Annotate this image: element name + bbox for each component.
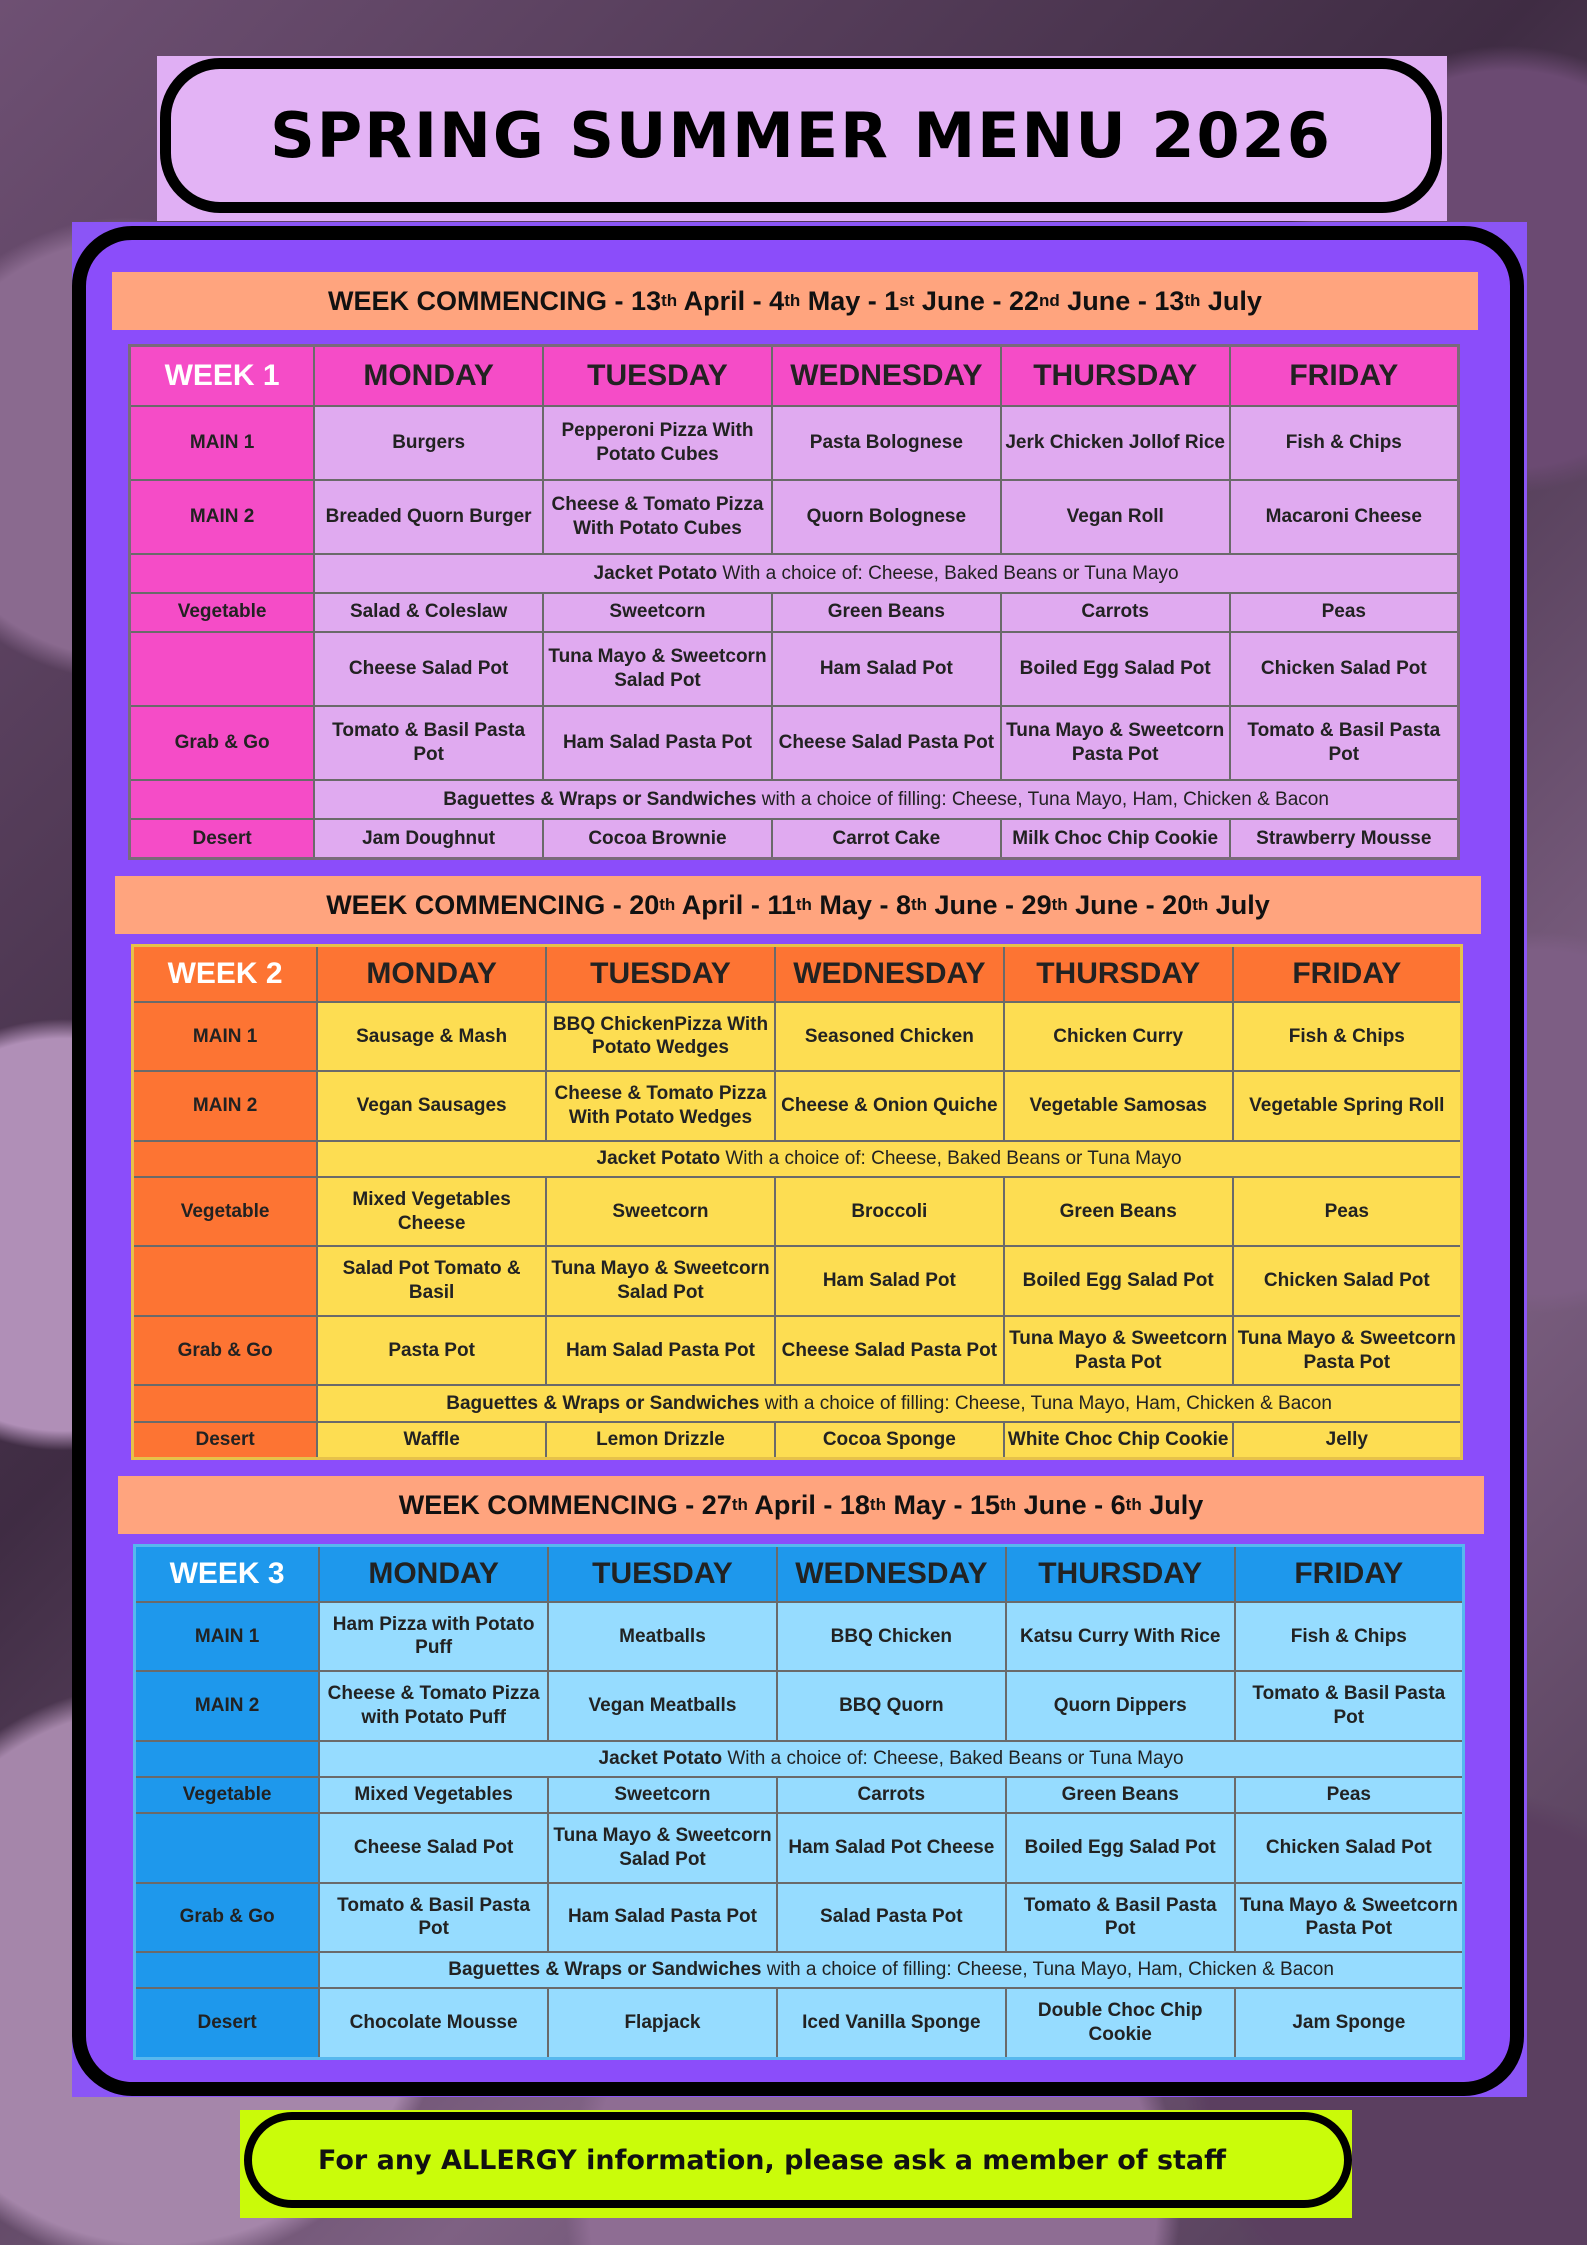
row-main1 (130, 406, 1459, 480)
allergy-notice (244, 2112, 1352, 2208)
week-label: WEEK 1 (130, 346, 315, 406)
title-banner (160, 58, 1442, 213)
date-separator: - (984, 285, 1009, 316)
row-salad (135, 1813, 1464, 1883)
date-month: July (1208, 889, 1270, 920)
date-day: 22 (1008, 285, 1039, 316)
week-2-table (131, 944, 1463, 1460)
menu-item: Tuna Mayo & Sweetcorn Pasta Pot (1004, 1316, 1233, 1386)
date-day: 4 (769, 285, 785, 316)
note-rest: with a choice of filling: Cheese, Tuna Mayo, Ham, Chicken & Bacon (761, 1959, 1334, 1981)
menu-item: Iced Vanilla Sponge (777, 1988, 1006, 2058)
baguettes-note (314, 780, 1458, 819)
menu-item: Pasta Pot (317, 1316, 546, 1386)
row-label: Grab & Go (135, 1883, 320, 1953)
menu-item: Peas (1233, 1177, 1462, 1247)
date-ordinal: th (1184, 291, 1201, 310)
row-label (130, 554, 315, 593)
date-month: June (914, 285, 985, 316)
menu-item: Breaded Quorn Burger (314, 480, 543, 554)
row-jacket (130, 554, 1459, 593)
menu-item: Jelly (1233, 1422, 1462, 1459)
note-bold: Jacket Potato (596, 1147, 721, 1169)
date-ordinal: th (661, 291, 678, 310)
day-header-monday: MONDAY (317, 946, 546, 1002)
date-separator: - (871, 889, 896, 920)
row-label (135, 1741, 320, 1777)
date-separator: - (745, 285, 770, 316)
menu-item: Ham Salad Pasta Pot (548, 1883, 777, 1953)
date-separator: - (997, 889, 1022, 920)
date-day: 6 (1110, 1489, 1126, 1520)
menu-item: Carrots (777, 1777, 1006, 1813)
menu-item: Carrot Cake (772, 819, 1001, 859)
menu-item: Tomato & Basil Pasta Pot (1006, 1883, 1235, 1953)
menu-item: Boiled Egg Salad Pot (1006, 1813, 1235, 1883)
menu-item: Jam Sponge (1235, 1988, 1464, 2058)
menu-item: Tuna Mayo & Sweetcorn Pasta Pot (1233, 1316, 1462, 1386)
day-header-tuesday: TUESDAY (543, 346, 772, 406)
date-ordinal: th (659, 895, 676, 914)
menu-item: Peas (1235, 1777, 1464, 1813)
date-month: July (1141, 1489, 1204, 1520)
menu-item: Meatballs (548, 1602, 777, 1672)
menu-item: Ham Salad Pasta Pot (546, 1316, 775, 1386)
row-vegetable (135, 1777, 1464, 1813)
menu-item: Vegetable Spring Roll (1233, 1071, 1462, 1141)
week-commencing-prefix: WEEK COMMENCING - (326, 889, 630, 920)
menu-item: Fish & Chips (1230, 406, 1459, 480)
week-commencing-2 (115, 876, 1481, 934)
row-baguettes (133, 1385, 1462, 1421)
row-label: Vegetable (133, 1177, 318, 1247)
row-vegetable (133, 1177, 1462, 1247)
menu-item: Cocoa Brownie (543, 819, 772, 859)
header-row (135, 1546, 1464, 1602)
menu-item: Cheese Salad Pasta Pot (775, 1316, 1004, 1386)
day-header-monday: MONDAY (319, 1546, 548, 1602)
date-month: April (677, 285, 746, 316)
date-day: 20 (1162, 889, 1193, 920)
header-row (130, 346, 1459, 406)
date-ordinal: th (784, 291, 801, 310)
date-ordinal: th (1125, 1495, 1142, 1514)
menu-item: Peas (1230, 593, 1459, 632)
menu-item: Fish & Chips (1233, 1002, 1462, 1072)
note-rest: With a choice of: Cheese, Baked Beans or Tuna Mayo (722, 1747, 1184, 1769)
note-bold: Jacket Potato (593, 562, 718, 584)
date-day: 18 (839, 1489, 870, 1520)
row-salad (133, 1246, 1462, 1316)
date-separator: - (860, 285, 885, 316)
menu-item: Burgers (314, 406, 543, 480)
row-label (135, 1813, 320, 1883)
week-commencing-1 (112, 272, 1478, 330)
menu-item: Pepperoni Pizza With Potato Cubes (543, 406, 772, 480)
week-commencing-prefix: WEEK COMMENCING - (328, 285, 632, 316)
date-month: June (1016, 1489, 1087, 1520)
row-label: Vegetable (130, 593, 315, 632)
row-main2 (133, 1071, 1462, 1141)
day-header-tuesday: TUESDAY (546, 946, 775, 1002)
row-grab (130, 706, 1459, 780)
menu-item: Jerk Chicken Jollof Rice (1001, 406, 1230, 480)
menu-item: Vegan Meatballs (548, 1671, 777, 1741)
header-row (133, 946, 1462, 1002)
row-label (133, 1385, 318, 1421)
menu-item: Ham Salad Pasta Pot (543, 706, 772, 780)
date-ordinal: th (1192, 895, 1209, 914)
row-label: MAIN 1 (133, 1002, 318, 1072)
menu-item: BBQ ChickenPizza With Potato Wedges (546, 1002, 775, 1072)
day-header-monday: MONDAY (314, 346, 543, 406)
menu-item: Quorn Dippers (1006, 1671, 1235, 1741)
menu-item: Tomato & Basil Pasta Pot (314, 706, 543, 780)
menu-item: Jam Doughnut (314, 819, 543, 859)
date-month: July (1200, 285, 1262, 316)
date-ordinal: th (731, 1495, 748, 1514)
week-commencing-3 (118, 1476, 1484, 1534)
menu-item: Quorn Bolognese (772, 480, 1001, 554)
row-label: Desert (133, 1422, 318, 1459)
menu-item: Vegan Roll (1001, 480, 1230, 554)
date-month: June (927, 889, 998, 920)
day-header-thursday: THURSDAY (1004, 946, 1233, 1002)
row-label (130, 632, 315, 706)
row-label: Grab & Go (133, 1316, 318, 1386)
row-label: Desert (135, 1988, 320, 2058)
menu-item: Strawberry Mousse (1230, 819, 1459, 859)
menu-item: Tuna Mayo & Sweetcorn Salad Pot (548, 1813, 777, 1883)
jacket-potato-note (317, 1141, 1461, 1177)
menu-item: Milk Choc Chip Cookie (1001, 819, 1230, 859)
row-baguettes (135, 1952, 1464, 1988)
menu-item: Green Beans (772, 593, 1001, 632)
row-jacket (133, 1141, 1462, 1177)
day-header-thursday: THURSDAY (1006, 1546, 1235, 1602)
date-month: May (811, 889, 872, 920)
row-label (133, 1141, 318, 1177)
menu-item: Tuna Mayo & Sweetcorn Salad Pot (546, 1246, 775, 1316)
row-grab (135, 1883, 1464, 1953)
day-header-wednesday: WEDNESDAY (777, 1546, 1006, 1602)
date-separator: - (815, 1489, 840, 1520)
menu-item: Ham Salad Pot Cheese (777, 1813, 1006, 1883)
menu-item: Sweetcorn (543, 593, 772, 632)
menu-item: Seasoned Chicken (775, 1002, 1004, 1072)
date-ordinal: th (795, 895, 812, 914)
date-day: 27 (701, 1489, 732, 1520)
menu-item: Cheese Salad Pot (319, 1813, 548, 1883)
menu-item: Green Beans (1004, 1177, 1233, 1247)
page-title: SPRING SUMMER MENU 2026 (270, 99, 1332, 172)
menu-item: Vegetable Samosas (1004, 1071, 1233, 1141)
menu-item: Sweetcorn (548, 1777, 777, 1813)
baguettes-note (317, 1385, 1461, 1421)
date-ordinal: th (1000, 1495, 1017, 1514)
menu-item: Fish & Chips (1235, 1602, 1464, 1672)
menu-item: Tuna Mayo & Sweetcorn Pasta Pot (1001, 706, 1230, 780)
menu-item: Tuna Mayo & Sweetcorn Salad Pot (543, 632, 772, 706)
date-month: April (675, 889, 744, 920)
note-bold: Jacket Potato (598, 1747, 723, 1769)
day-header-friday: FRIDAY (1235, 1546, 1464, 1602)
date-ordinal: th (1051, 895, 1068, 914)
row-grab (133, 1316, 1462, 1386)
menu-item: Cocoa Sponge (775, 1422, 1004, 1459)
row-label: Grab & Go (130, 706, 315, 780)
note-rest: with a choice of filling: Cheese, Tuna Mayo, Ham, Chicken & Bacon (759, 1392, 1332, 1414)
row-desert (133, 1422, 1462, 1459)
row-desert (130, 819, 1459, 859)
note-bold: Baguettes & Wraps or Sandwiches (448, 1959, 762, 1981)
date-month: June (1067, 889, 1139, 920)
day-header-tuesday: TUESDAY (548, 1546, 777, 1602)
note-rest: With a choice of: Cheese, Baked Beans or Tuna Mayo (717, 562, 1179, 584)
menu-item: Sweetcorn (546, 1177, 775, 1247)
week-label: WEEK 3 (135, 1546, 320, 1602)
menu-item: Broccoli (775, 1177, 1004, 1247)
menu-item: Double Choc Chip Cookie (1006, 1988, 1235, 2058)
menu-item: Chocolate Mousse (319, 1988, 548, 2058)
date-separator: - (743, 889, 768, 920)
date-day: 15 (970, 1489, 1001, 1520)
menu-item: Pasta Bolognese (772, 406, 1001, 480)
menu-item: Katsu Curry With Rice (1006, 1602, 1235, 1672)
date-ordinal: th (869, 1495, 886, 1514)
row-label: MAIN 2 (130, 480, 315, 554)
menu-item: Lemon Drizzle (546, 1422, 775, 1459)
row-main1 (133, 1002, 1462, 1072)
row-label (130, 780, 315, 819)
menu-item: Chicken Salad Pot (1230, 632, 1459, 706)
menu-item: Macaroni Cheese (1230, 480, 1459, 554)
menu-item: Vegan Sausages (317, 1071, 546, 1141)
date-day: 20 (629, 889, 660, 920)
date-separator: - (1138, 889, 1163, 920)
menu-item: Chicken Curry (1004, 1002, 1233, 1072)
menu-item: Flapjack (548, 1988, 777, 2058)
menu-item: Cheese & Tomato Pizza With Potato Wedges (546, 1071, 775, 1141)
date-month: May (885, 1489, 946, 1520)
date-separator: - (946, 1489, 970, 1520)
menu-item: Boiled Egg Salad Pot (1001, 632, 1230, 706)
date-month: April (747, 1489, 816, 1520)
day-header-wednesday: WEDNESDAY (775, 946, 1004, 1002)
menu-item: Mixed Vegetables Cheese (317, 1177, 546, 1247)
menu-item: Tomato & Basil Pasta Pot (1230, 706, 1459, 780)
note-rest: With a choice of: Cheese, Baked Beans or Tuna Mayo (720, 1147, 1182, 1169)
date-ordinal: th (910, 895, 928, 914)
row-label: Desert (130, 819, 315, 859)
menu-item: Tomato & Basil Pasta Pot (319, 1883, 548, 1953)
menu-item: Chicken Salad Pot (1233, 1246, 1462, 1316)
menu-item: Boiled Egg Salad Pot (1004, 1246, 1233, 1316)
row-label: MAIN 2 (133, 1071, 318, 1141)
date-month: June (1059, 285, 1131, 316)
day-header-friday: FRIDAY (1233, 946, 1462, 1002)
date-day: 13 (1154, 285, 1185, 316)
row-label (133, 1246, 318, 1316)
menu-item: BBQ Chicken (777, 1602, 1006, 1672)
menu-item: Carrots (1001, 593, 1230, 632)
menu-item: Ham Pizza with Potato Puff (319, 1602, 548, 1672)
note-bold: Baguettes & Wraps or Sandwiches (446, 1392, 760, 1414)
menu-item: Chicken Salad Pot (1235, 1813, 1464, 1883)
row-main2 (130, 480, 1459, 554)
jacket-potato-note (319, 1741, 1463, 1777)
baguettes-note (319, 1952, 1463, 1988)
row-jacket (135, 1741, 1464, 1777)
menu-item: Tomato & Basil Pasta Pot (1235, 1671, 1464, 1741)
menu-item: Tuna Mayo & Sweetcorn Pasta Pot (1235, 1883, 1464, 1953)
date-ordinal: nd (1039, 291, 1060, 310)
row-label: Vegetable (135, 1777, 320, 1813)
menu-item: Salad Pot Tomato & Basil (317, 1246, 546, 1316)
day-header-wednesday: WEDNESDAY (772, 346, 1001, 406)
menu-item: White Choc Chip Cookie (1004, 1422, 1233, 1459)
date-separator: - (1130, 285, 1155, 316)
menu-item: Mixed Vegetables (319, 1777, 548, 1813)
menu-item: Ham Salad Pot (775, 1246, 1004, 1316)
menu-item: Cheese & Tomato Pizza With Potato Cubes (543, 480, 772, 554)
note-bold: Baguettes & Wraps or Sandwiches (443, 788, 757, 810)
date-day: 29 (1021, 889, 1052, 920)
menu-item: Cheese & Tomato Pizza with Potato Puff (319, 1671, 548, 1741)
week-commencing-prefix: WEEK COMMENCING - (398, 1489, 702, 1520)
row-label: MAIN 2 (135, 1671, 320, 1741)
menu-item: Ham Salad Pot (772, 632, 1001, 706)
menu-item: Waffle (317, 1422, 546, 1459)
date-day: 13 (631, 285, 662, 316)
row-label: MAIN 1 (135, 1602, 320, 1672)
row-main2 (135, 1671, 1464, 1741)
date-separator: - (1086, 1489, 1111, 1520)
row-baguettes (130, 780, 1459, 819)
row-label: MAIN 1 (130, 406, 315, 480)
week-1-table (128, 344, 1460, 860)
date-ordinal: st (899, 291, 915, 310)
row-desert (135, 1988, 1464, 2058)
row-salad (130, 632, 1459, 706)
week-3-table (133, 1544, 1465, 2060)
menu-item: Salad Pasta Pot (777, 1883, 1006, 1953)
date-day: 1 (884, 285, 900, 316)
date-month: May (800, 285, 861, 316)
row-vegetable (130, 593, 1459, 632)
week-label: WEEK 2 (133, 946, 318, 1002)
row-main1 (135, 1602, 1464, 1672)
menu-item: Cheese Salad Pasta Pot (772, 706, 1001, 780)
day-header-thursday: THURSDAY (1001, 346, 1230, 406)
date-day: 11 (767, 889, 796, 920)
note-rest: with a choice of filling: Cheese, Tuna Mayo, Ham, Chicken & Bacon (756, 788, 1329, 810)
day-header-friday: FRIDAY (1230, 346, 1459, 406)
menu-item: Green Beans (1006, 1777, 1235, 1813)
menu-item: Cheese Salad Pot (314, 632, 543, 706)
menu-item: Salad & Coleslaw (314, 593, 543, 632)
allergy-text: For any ALLERGY information, please ask a member of staff (318, 2144, 1227, 2176)
menu-item: Cheese & Onion Quiche (775, 1071, 1004, 1141)
menu-item: BBQ Quorn (777, 1671, 1006, 1741)
date-day: 8 (895, 889, 911, 920)
menu-item: Sausage & Mash (317, 1002, 546, 1072)
jacket-potato-note (314, 554, 1458, 593)
row-label (135, 1952, 320, 1988)
